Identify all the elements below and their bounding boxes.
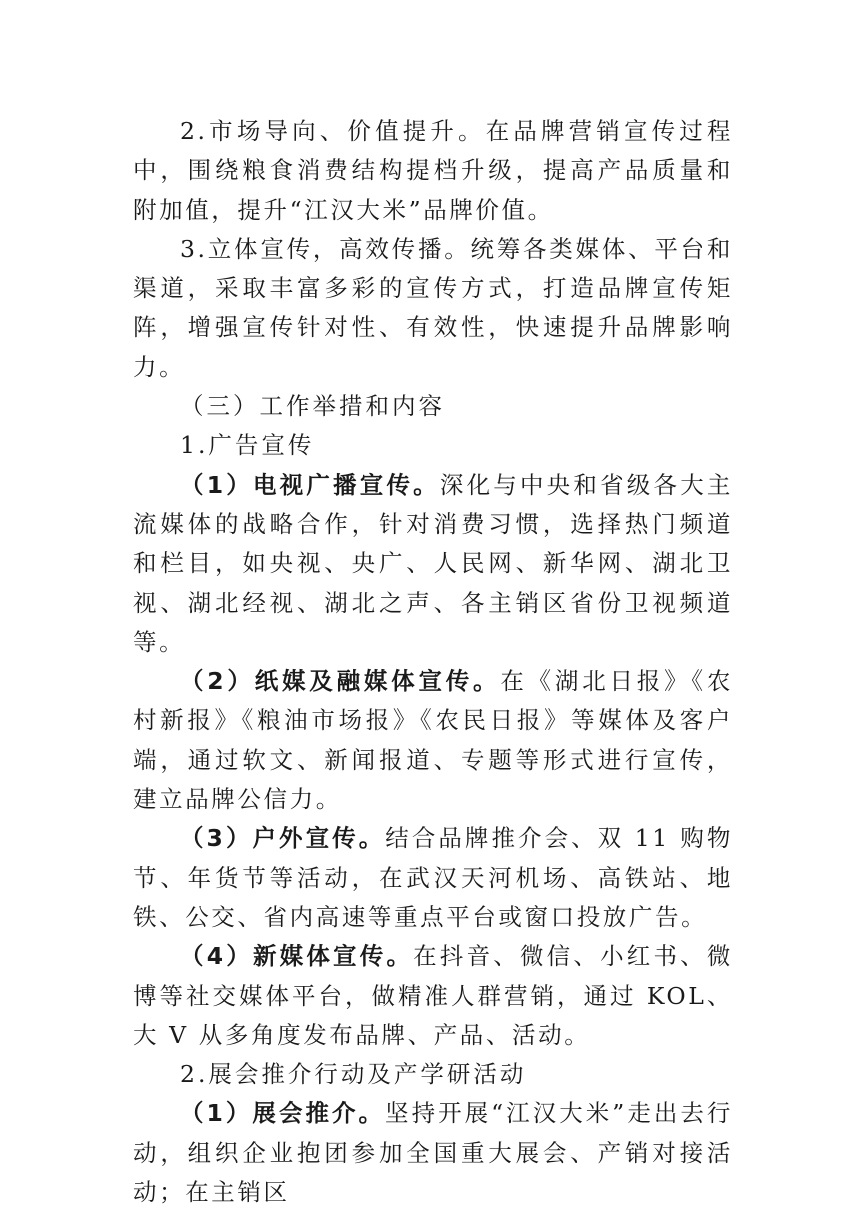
paragraph-lead: 2.市场导向、价值提升。 bbox=[180, 117, 486, 145]
paragraph-market-orientation bbox=[133, 112, 733, 230]
paragraph-exhibition-promotion bbox=[133, 1094, 733, 1212]
section-heading-measures bbox=[133, 387, 733, 426]
paragraph-3d-publicity bbox=[133, 230, 733, 387]
paragraph-lead: （2）纸媒及融媒体宣传。 bbox=[180, 667, 501, 696]
paragraph-lead: （1）电视广播宣传。 bbox=[180, 470, 440, 499]
paragraph-body: 深化与中央和省级各大主流媒体的战略合作，针对消费习惯，选择热门频道和栏目，如央视、央广、人民网、新华网、湖北卫视、湖北经视、湖北之声、各主销区省份卫视频道等。 bbox=[133, 470, 733, 656]
paragraph-lead: （4）新媒体宣传。 bbox=[180, 942, 414, 971]
paragraph-lead: 3.立体宣传，高效传播。 bbox=[180, 234, 471, 263]
heading-text: 1.广告宣传 bbox=[180, 431, 315, 460]
paragraph-body: 统筹各类媒体、平台和渠道，采取丰富多彩的宣传方式，打造品牌宣传矩阵，增强宣传针对性、有效性，快速提升品牌影响力。 bbox=[133, 234, 734, 381]
document-page bbox=[133, 112, 733, 1212]
paragraph-body: 在抖音、微信、小红书、微博等社交媒体平台，做精准人群营销，通过 KOL、大 V 从多角度发布品牌、产品、活动。 bbox=[133, 942, 733, 1049]
paragraph-lead: （1）展会推介。 bbox=[180, 1099, 386, 1128]
paragraph-body: 在品牌营销宣传过程中，围绕粮食消费结构提档升级，提高产品质量和附加值，提升“江汉大米”品牌价值。 bbox=[133, 117, 733, 224]
paragraph-new-media bbox=[133, 937, 733, 1055]
paragraph-print-media bbox=[133, 662, 733, 819]
paragraph-outdoor bbox=[133, 819, 733, 937]
paragraph-body: 坚持开展“江汉大米”走出去行动，组织企业抱团参加全国重大展会、产销对接活动；在主销区 bbox=[133, 1099, 733, 1207]
subheading-advertising bbox=[133, 426, 733, 465]
paragraph-body: 在《湖北日报》《农村新报》《粮油市场报》《农民日报》等媒体及客户端，通过软文、新闻报道、专题等形式进行宣传，建立品牌公信力。 bbox=[133, 667, 733, 814]
heading-text: （三）工作举措和内容 bbox=[180, 392, 445, 421]
paragraph-lead: （3）户外宣传。 bbox=[180, 824, 386, 853]
paragraph-tv-radio bbox=[133, 466, 733, 662]
subheading-exhibitions bbox=[133, 1055, 733, 1094]
heading-text: 2.展会推介行动及产学研活动 bbox=[180, 1060, 527, 1089]
paragraph-body: 结合品牌推介会、双 11 购物节、年货节等活动，在武汉天河机场、高铁站、地铁、公交、省内高速等重点平台或窗口投放广告。 bbox=[133, 824, 734, 931]
